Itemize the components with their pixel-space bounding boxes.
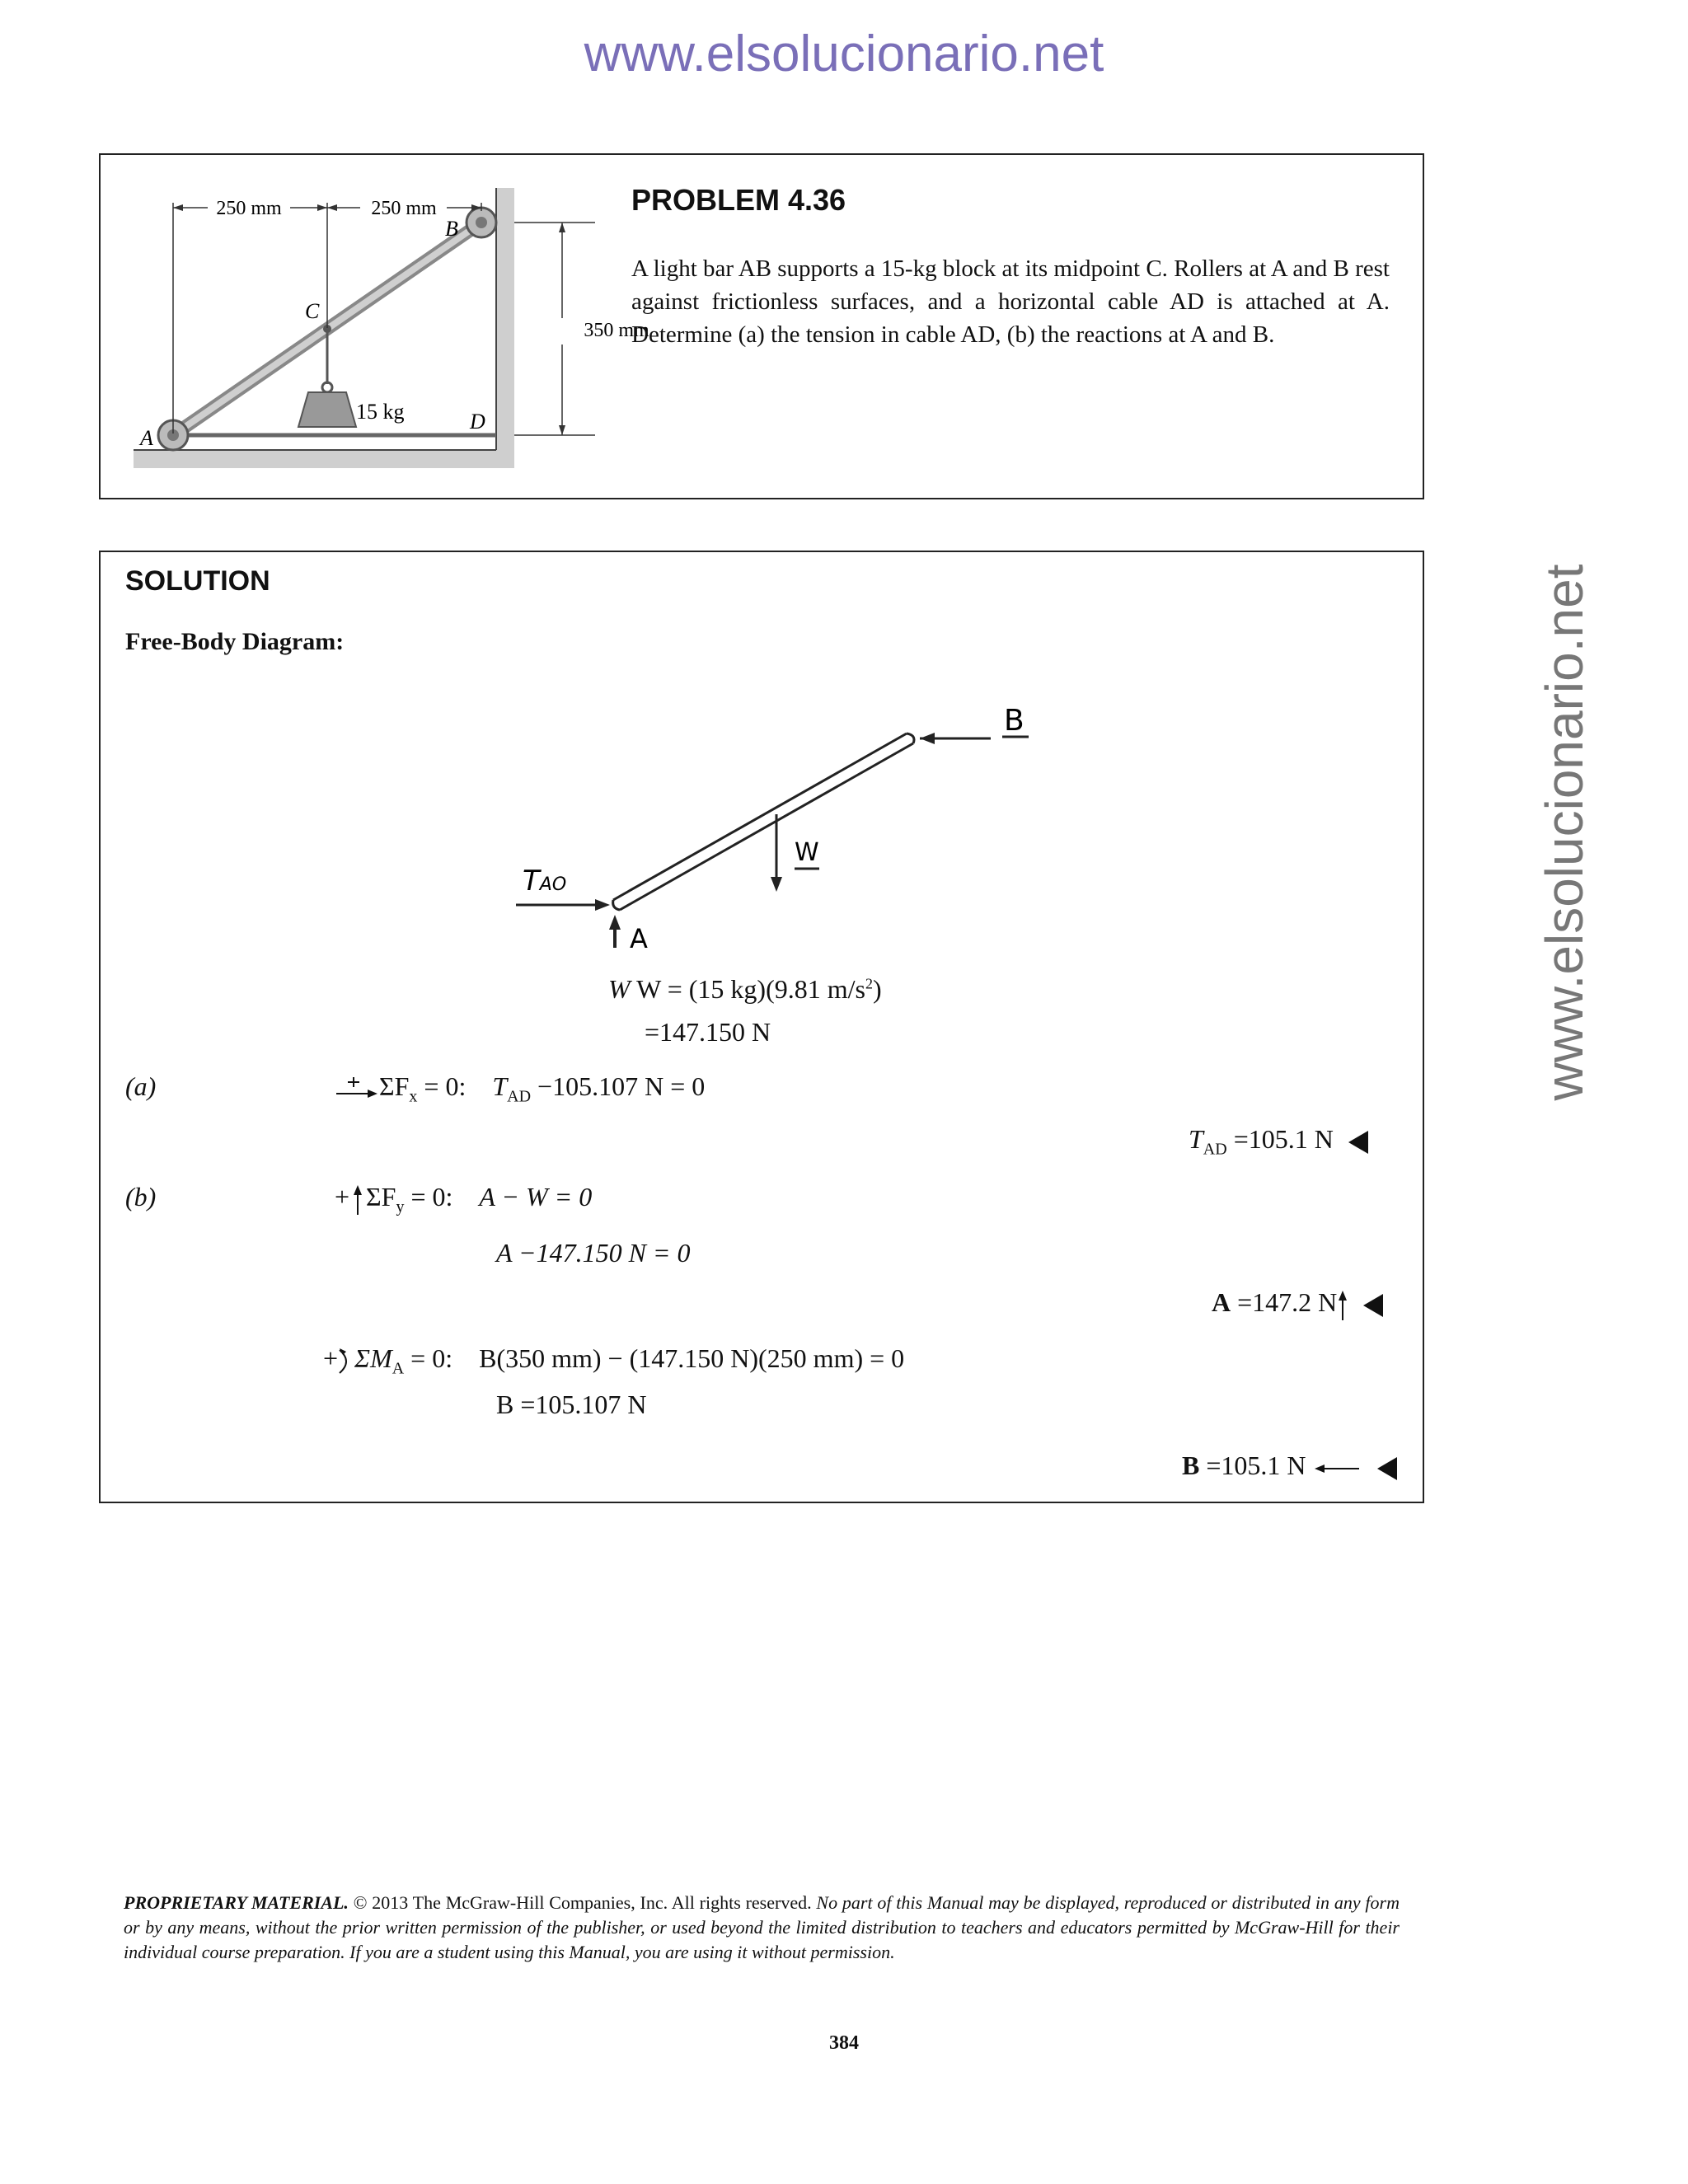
problem-text: A light bar AB supports a 15-kg block at its midpoint C. Rollers at A and B rest against frictionless surfaces, and a horizontal cable AD is attached at A. Determine (a) the tension in cable AD, (b) the reactions at A and B. [631, 255, 1390, 348]
solution-box [99, 551, 1424, 1503]
sum-ma-equation: + $\Sigma M_A = 0$: B(350 mm) − (147.150 N)(250 mm) = 0 [323, 1343, 905, 1378]
point-c-label: C [305, 299, 320, 323]
footer-notice: PROPRIETARY MATERIAL. © 2013 The McGraw-Hill Companies, Inc. All rights reserved. No part of this Manual may be displayed, reproduced or distributed in any form or by any means, without the prior written permission of the publisher, or used beyond the limited distribution to teachers and educators permitted by McGraw-Hill for their individual course preparation. If you are a student using this Manual, you are using it without permission. [124, 1892, 1400, 1962]
floor [134, 450, 514, 468]
problem-box [99, 153, 1424, 499]
point-a-label: A [140, 426, 153, 450]
watermark-top: www.elsolucionario.net [584, 26, 1104, 82]
point-b-label: B [445, 217, 458, 241]
watermark-side-text: www.elsolucionario.net [1535, 564, 1594, 1101]
fbd-b-label: B [1004, 704, 1025, 738]
arrow-up-icon [1337, 1291, 1348, 1320]
solution-title: SOLUTION [125, 565, 270, 597]
dim-left-label: 250 mm [216, 198, 282, 219]
part-a-label: (a) [125, 1071, 157, 1101]
equation-b2: A −147.150 N = 0 [496, 1238, 691, 1268]
problem-title: PROBLEM 4.36 [631, 183, 846, 217]
equation-b4: B =105.107 N [496, 1390, 647, 1419]
answer-marker-icon [1348, 1131, 1368, 1154]
dim-right-label: 250 mm [371, 198, 437, 219]
wall [496, 188, 514, 468]
answer-marker-icon [1363, 1294, 1383, 1317]
watermark-side [1535, 564, 1594, 1101]
answer-b-b: B =105.1 N [1182, 1451, 1397, 1481]
answer-b-a: A =147.2 N [1212, 1287, 1383, 1320]
answer-marker-icon [1377, 1457, 1397, 1480]
answer-a: $T_{AD} =105.1$ N [1189, 1124, 1368, 1159]
fbd-a-label: A [630, 923, 648, 948]
problem-figure [134, 171, 661, 485]
fbd-label: Free-Body Diagram: [125, 628, 345, 655]
weight-line-1: W W = (15 kg)(9.81 $m/s^2$) [608, 974, 882, 1004]
dim-height-label: 350 mm [584, 320, 649, 341]
page-number: 384 [829, 2032, 859, 2054]
weight-line-2: =147.150 N [645, 1017, 771, 1047]
arrow-left-icon [1313, 1460, 1362, 1477]
part-b-label: (b) [125, 1182, 157, 1212]
block [298, 392, 356, 427]
free-body-diagram [513, 668, 1139, 948]
point-d-label: D [470, 410, 485, 434]
sum-fx-equation: $\Sigma F_x = 0$: $T_{AD} -105.107$ N = 0 [335, 1071, 705, 1106]
fbd-w-label: W [795, 838, 819, 867]
mass-label: 15 kg [356, 400, 405, 424]
fbd-t-label: TAO [523, 865, 567, 898]
sum-fy-equation: + $\Sigma F_y = 0$: A − W = 0 [335, 1182, 593, 1216]
